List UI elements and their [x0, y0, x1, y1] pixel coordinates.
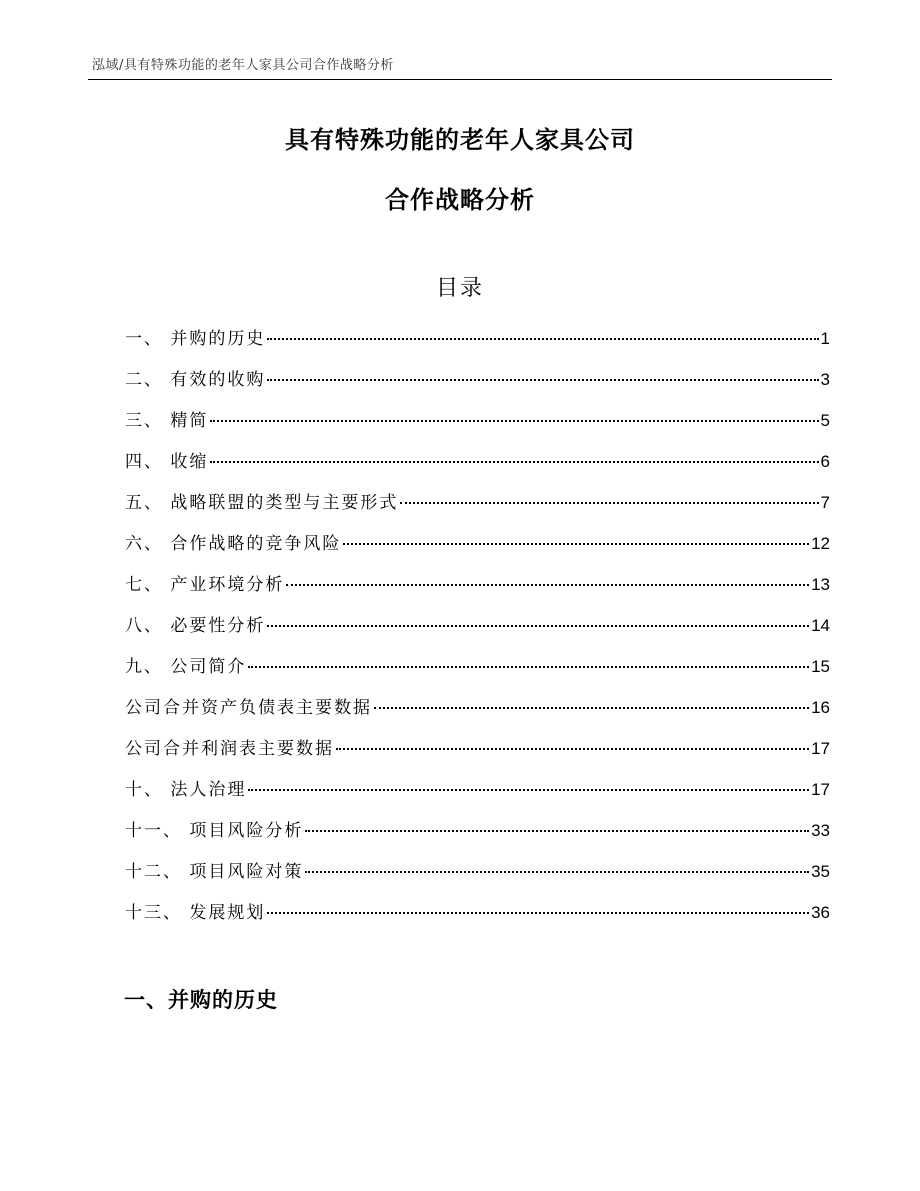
toc-leader-dots [267, 912, 809, 914]
toc-entry-label: 五、 战略联盟的类型与主要形式 [125, 493, 399, 513]
toc-heading: 目录 [435, 276, 484, 301]
toc-entry[interactable] [125, 857, 830, 898]
toc-entry-page: 1 [820, 329, 830, 348]
toc-entry-label: 二、 有效的收购 [125, 370, 266, 390]
toc-entry[interactable] [125, 775, 830, 816]
toc-entry[interactable] [125, 898, 830, 939]
toc-entry-page: 7 [820, 493, 830, 512]
toc-leader-dots [248, 666, 809, 668]
toc-leader-dots [305, 830, 809, 832]
toc-entry-label: 十三、 发展规划 [125, 903, 266, 923]
table-of-contents [125, 324, 830, 939]
toc-entry-page: 14 [811, 616, 830, 635]
toc-entry-label: 公司合并资产负债表主要数据 [125, 698, 372, 718]
toc-entry-label: 八、 必要性分析 [125, 616, 266, 636]
toc-leader-dots [267, 379, 818, 381]
toc-entry-label: 十一、 项目风险分析 [125, 821, 304, 841]
toc-entry-page: 6 [820, 452, 830, 471]
toc-entry-page: 16 [811, 698, 830, 717]
toc-leader-dots [267, 625, 809, 627]
toc-entry[interactable] [125, 447, 830, 488]
toc-entry[interactable] [125, 611, 830, 652]
toc-entry[interactable] [125, 734, 830, 775]
section-heading: 一、并购的历史 [124, 988, 278, 1012]
document-title-line-2: 合作战略分析 [385, 186, 535, 214]
toc-entry[interactable] [125, 406, 830, 447]
toc-entry-label: 九、 公司简介 [125, 657, 247, 677]
toc-leader-dots [343, 543, 809, 545]
toc-entry-label: 十二、 项目风险对策 [125, 862, 304, 882]
header-rule [88, 79, 832, 80]
toc-entry-page: 17 [811, 739, 830, 758]
toc-entry-page: 15 [811, 657, 830, 676]
document-title-line-1: 具有特殊功能的老年人家具公司 [285, 126, 635, 154]
running-header: 泓域/具有特殊功能的老年人家具公司合作战略分析 [92, 58, 394, 73]
toc-entry-label: 四、 收缩 [125, 452, 209, 472]
toc-leader-dots [210, 420, 818, 422]
toc-entry-label: 三、 精简 [125, 411, 209, 431]
toc-leader-dots [374, 707, 809, 709]
toc-entry-page: 17 [811, 780, 830, 799]
toc-entry[interactable] [125, 816, 830, 857]
toc-entry-label: 六、 合作战略的竞争风险 [125, 534, 342, 554]
toc-entry[interactable] [125, 365, 830, 406]
toc-entry[interactable] [125, 570, 830, 611]
toc-leader-dots [267, 338, 818, 340]
toc-leader-dots [210, 461, 818, 463]
toc-entry[interactable] [125, 693, 830, 734]
toc-entry-page: 5 [820, 411, 830, 430]
toc-leader-dots [336, 748, 809, 750]
toc-entry[interactable] [125, 529, 830, 570]
toc-leader-dots [400, 502, 818, 504]
toc-entry-page: 35 [811, 862, 830, 881]
toc-entry-page: 12 [811, 534, 830, 553]
toc-leader-dots [248, 789, 809, 791]
toc-entry-page: 3 [820, 370, 830, 389]
toc-leader-dots [305, 871, 809, 873]
toc-entry-label: 十、 法人治理 [125, 780, 247, 800]
toc-entry[interactable] [125, 488, 830, 529]
toc-entry-label: 公司合并利润表主要数据 [125, 739, 334, 759]
toc-entry-page: 36 [811, 903, 830, 922]
toc-entry-label: 七、 产业环境分析 [125, 575, 285, 595]
toc-entry-page: 13 [811, 575, 830, 594]
toc-entry-page: 33 [811, 821, 830, 840]
toc-entry-label: 一、 并购的历史 [125, 329, 266, 349]
toc-entry[interactable] [125, 652, 830, 693]
toc-leader-dots [286, 584, 809, 586]
toc-entry[interactable] [125, 324, 830, 365]
